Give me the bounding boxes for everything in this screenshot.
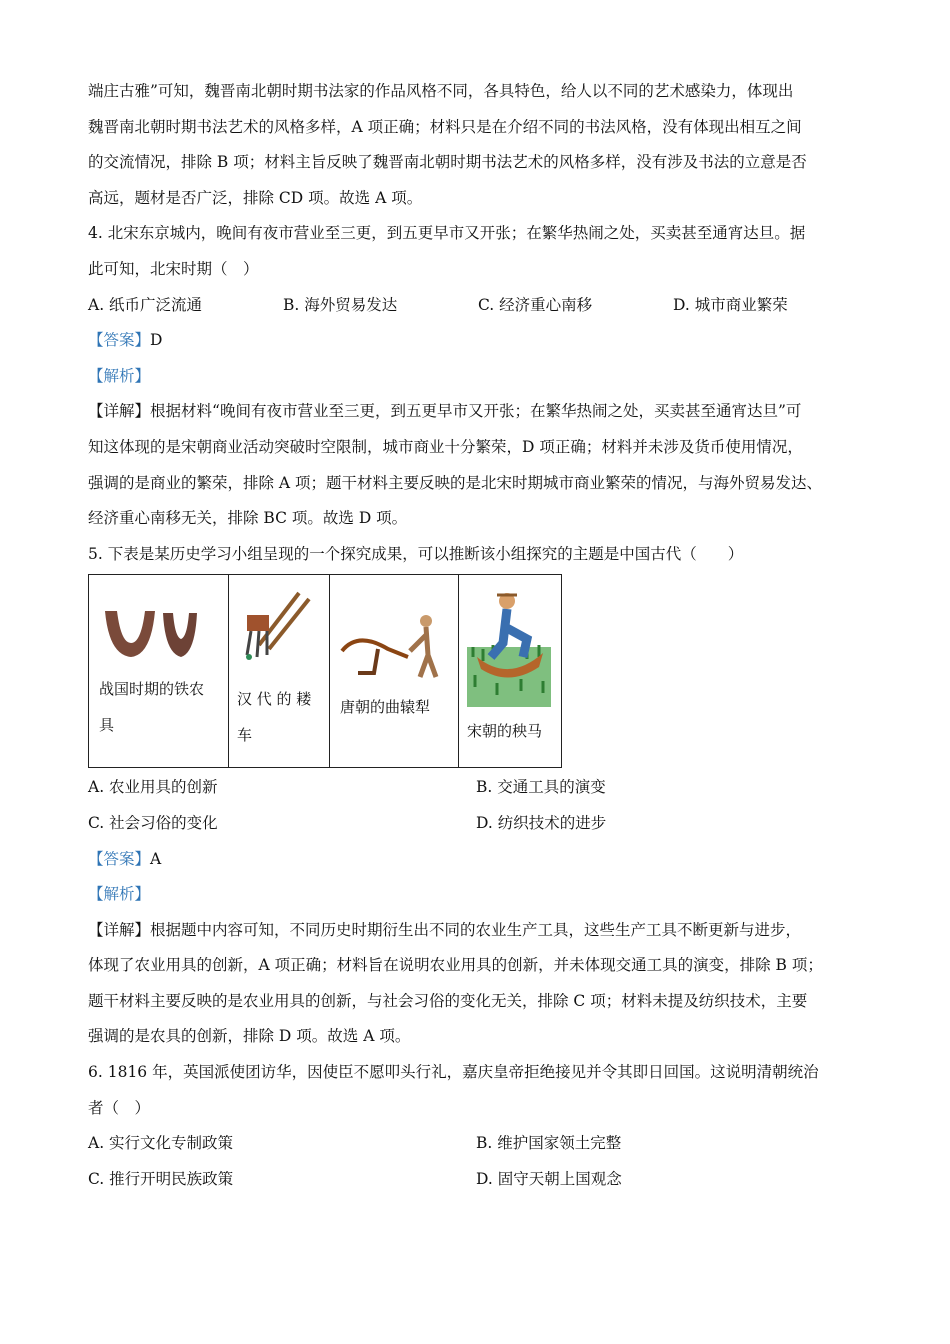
q5-detail-line-4: 强调的是农具的创新，排除 D 项。故选 A 项。	[88, 1027, 411, 1046]
cell-caption-cont: 车	[237, 726, 253, 745]
answer-value: D	[150, 331, 163, 350]
q5-option-b: B. 交通工具的演变	[476, 778, 606, 797]
q4-answer	[88, 323, 868, 359]
q5-answer	[88, 842, 868, 878]
q5-option-c: C. 社会习俗的变化	[88, 813, 218, 832]
q3-analysis-line-2: 魏晋南北朝时期书法艺术的风格多样，A 项正确；材料只是在介绍不同的书法风格，没有体现出相互之间	[88, 117, 802, 136]
q5-option-d: D. 纺织技术的进步	[476, 813, 607, 832]
q5-detail-line-2: 体现了农业用具的创新，A 项正确；材料旨在说明农业用具的创新，并未体现交通工具的演变，排除 B 项；	[88, 956, 823, 975]
detail-label: 【详解】	[88, 402, 151, 421]
cell-caption-cont: 具	[99, 716, 115, 735]
q4-option-d: D. 城市商业繁荣	[673, 295, 788, 314]
q4-stem-line-1: 4. 北宋东京城内，晚间有夜市营业至三更，到五更早市又开张；在繁华热闹之处，买卖甚至通宵达旦。据	[88, 224, 806, 243]
answer-label: 【答案】	[88, 849, 151, 868]
q5-options-row-2	[88, 806, 868, 842]
q4-detail-line-2: 知这体现的是宋朝商业活动突破时空限制，城市商业十分繁荣，D 项正确；材料并未涉及货币使用情况，	[88, 437, 803, 456]
q6-option-c: C. 推行开明民族政策	[88, 1169, 234, 1188]
seed-drill-image	[239, 585, 319, 665]
q6-option-b: B. 维护国家领土完整	[476, 1134, 622, 1153]
q6-options-row-2	[88, 1162, 868, 1198]
q6-option-a: A. 实行文化专制政策	[88, 1134, 234, 1153]
q4-stem-line-2: 此可知，北宋时期（ ）	[88, 259, 259, 278]
cell-caption: 战国时期的铁农	[99, 680, 205, 699]
q5-stem: 5. 下表是某历史学习小组呈现的一个探究成果，可以推断该小组探究的主题是中国古代（ ）	[88, 544, 744, 563]
detail-text: 根据题中内容可知，不同历史时期衍生出不同的农业生产工具，这些生产工具不断更新与进步，	[150, 920, 802, 939]
cell-caption: 唐朝的曲辕犁	[340, 698, 431, 717]
q4-analysis-label: 【解析】	[88, 366, 151, 385]
q5-detail-line-3: 题干材料主要反映的是农业用具的创新，与社会习俗的变化无关，排除 C 项；材料未提及纺织技术，主要	[88, 991, 808, 1010]
q6-option-d: D. 固守天朝上国观念	[476, 1169, 622, 1188]
q4-option-b: B. 海外贸易发达	[283, 295, 398, 314]
cell-caption: 宋朝的秧马	[467, 722, 543, 741]
q4-detail-line-4: 经济重心南移无关，排除 BC 项。故选 D 项。	[88, 509, 408, 528]
q3-analysis-line-3: 的交流情况，排除 B 项；材料主旨反映了魏晋南北朝时期书法艺术的风格多样，没有涉及书法的立意是否	[88, 153, 807, 172]
q6-options-row-1	[88, 1126, 868, 1162]
detail-label: 【详解】	[88, 920, 151, 939]
answer-label: 【答案】	[88, 331, 151, 350]
q5-cell-iron-tools	[89, 575, 229, 768]
iron-farm-tools-image	[101, 603, 201, 663]
rice-seedling-horse-image	[467, 587, 551, 707]
q5-analysis-label: 【解析】	[88, 885, 151, 904]
q5-options-row-1	[88, 770, 868, 806]
q4-detail-line-3: 强调的是商业的繁荣，排除 A 项；题干材料主要反映的是北宋时期城市商业繁荣的情况，与海外贸易发达、	[88, 473, 823, 492]
detail-text: 根据材料“晚间有夜市营业至三更，到五更早市又开张；在繁华热闹之处，买卖甚至通宵达旦”可	[150, 402, 802, 421]
q5-cell-seed-drill	[229, 575, 330, 768]
cell-caption: 汉 代 的 耧	[237, 690, 312, 709]
q4-option-c: C. 经济重心南移	[478, 295, 593, 314]
q3-analysis-line-4: 高远，题材是否广泛，排除 CD 项。故选 A 项。	[88, 188, 423, 207]
curved-plow-image	[338, 611, 448, 681]
q3-analysis-line-1: 端庄古雅”可知，魏晋南北朝时期书法家的作品风格不同，各具特色，给人以不同的艺术感染力，体现出	[88, 82, 794, 100]
answer-value: A	[150, 849, 162, 868]
q6-stem-line-1: 6. 1816 年，英国派使团访华，因使臣不愿叩头行礼，嘉庆皇帝拒绝接见并令其即日回国。这说明清朝统治	[88, 1063, 819, 1082]
q5-cell-curved-plow	[330, 575, 459, 768]
q6-stem-line-2: 者（ ）	[88, 1098, 151, 1117]
q4-option-a: A. 纸币广泛流通	[88, 295, 203, 314]
q4-options	[88, 288, 868, 324]
q5-cell-seedling-horse	[459, 575, 562, 768]
q4-detail-line-1	[88, 394, 868, 430]
q5-option-a: A. 农业用具的创新	[88, 778, 218, 797]
document-page	[88, 74, 868, 1197]
q5-table	[88, 574, 562, 768]
q5-detail-line-1	[88, 913, 868, 949]
